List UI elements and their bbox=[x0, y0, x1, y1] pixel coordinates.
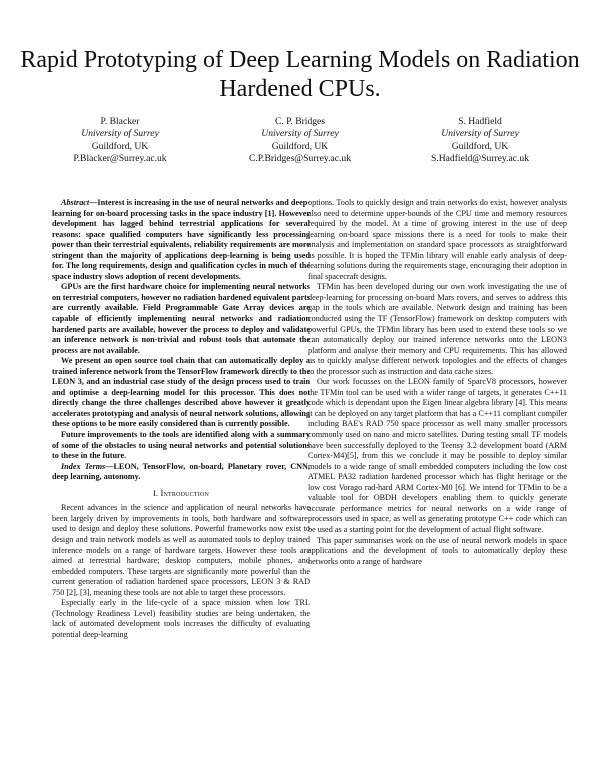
author-email: C.P.Bridges@Surrey.ac.uk bbox=[248, 152, 351, 164]
body-paragraph: Recent advances in the science and application of neural networks have been largely driven by improvements in tools, both hardware and software, used to design and deploy these solutions. Powerful frameworks now exist to design and train network models as well as automated tools to deploy trained inference models on a range of hardware targets. However these tools are aimed at terrestrial hardware; desktop computers, mobile phones, and embedded computers. These targets are significantly more powerful than the current generation of radiation hardened space processors, LEON 3 & RAD 750 [2], [3], meaning these tools are not able to target these processors. bbox=[52, 503, 310, 597]
section-title: Introduction bbox=[160, 488, 210, 498]
right-column bbox=[308, 198, 567, 567]
body-paragraph: Especially early in the life-cycle of a space mission when low TRL (Technology Readiness Level) feasibility studies are being undertaken, the lack of automated development tools increases the difficulty of evaluating potential deep-learning bbox=[52, 598, 310, 639]
author-affiliation: University of Surrey bbox=[81, 128, 159, 140]
author-name: S. Hadfield bbox=[458, 116, 502, 127]
author-1 bbox=[30, 116, 210, 165]
abstract-paragraph bbox=[52, 198, 310, 282]
body-paragraph: TFMin has been developed during our own work investigating the use of deep-learning for processing on-board Mars rovers, and serves to address this gap in the tools which are available. Network design and training has been conducted using the TF (TensorFlow) framework on desktop computers with powerful GPUs, the TFMin library has been used to extend these tools so we can automatically deploy our trained inference networks onto the LEON3 platform and analyse their memory and CPU requirements. This has allowed us to quickly analyse different network topologies and the effects of changes to the processor such as instruction and data cache sizes. bbox=[308, 282, 567, 376]
paper-title: Rapid Prototyping of Deep Learning Models on Radiation Hardened CPUs. bbox=[20, 47, 580, 102]
abstract-paragraph: Future improvements to the tools are identified along with a summary of some of the obstacles to using neural networks and potential solutions to these in the future. bbox=[52, 430, 310, 461]
index-terms bbox=[52, 462, 310, 483]
index-terms-lead: Index Terms— bbox=[61, 461, 114, 471]
author-3 bbox=[390, 116, 570, 165]
section-heading bbox=[52, 489, 310, 500]
author-affiliation: University of Surrey bbox=[261, 128, 339, 140]
author-email: P.Blacker@Surrey.ac.uk bbox=[73, 152, 167, 164]
author-location: Guildford, UK bbox=[271, 140, 329, 152]
author-affiliation: University of Surrey bbox=[441, 128, 519, 140]
body-paragraph: Our work focusses on the LEON family of SparcV8 processors, however the TFMin tool can be used with a wider range of targets, it generates C++11 code which is dependant upon the Eigen linear algebra library [4]. This means it can be deployed on any target platform that has a C++11 compliant compiler including BAE's RAD 750 space processor as well many smaller processors commonly used on nano and micro satellites. During testing small TF models have been successfully deployed to the Teensy 3.2 development board (ARM Cortex-M4)[5], from this we conclude it may be possible to deploy similar models to a wide range of small embedded computers including the low cost ATMEL PA32 radiation hardened processor which has flight heritage or the low cost Vorago rad-hard ARM Cortex-M0 [6]. We intend for TFMin to be a valuable tool for OBDH developers enabling them to quickly generate accurate performance metrics for neural networks on a wide range of processors used in space, as well as generating prototype C++ code which can be used as a starting point for the development of actual flight software. bbox=[308, 377, 567, 534]
body-paragraph: options. Tools to quickly design and train networks do exist, however analysts also need to determine upper-bounds of the CPU time and memory resources required by the model. At a time of growing interest in the use of deep learning on-board space missions there is a need for tools to make their analysis and implementation on standard space processors as straightforward as possible. It is hoped the TFMin library will enable early analysis of deep-learning solutions during the requirements stage, encouraging their adoption in final spacecraft designs. bbox=[308, 198, 567, 281]
abstract-paragraph: We present an open source tool chain that can automatically deploy a trained inference network from the TensorFlow framework directly to the LEON 3, and an industrial case study of the design process used to train and optimise a deep-learning model for this processor. This does not directly change the three challenges described above however it greatly accelerates prototyping and analysis of neural network solutions, allowing these options to be more easily considered than is currently possible. bbox=[52, 356, 310, 429]
body-paragraph: This paper summarises work on the use of neural network models in space applications and the development of tools to automatically deploy these networks onto a range of hardware bbox=[308, 535, 567, 566]
index-terms-text: LEON, TensorFlow, on-board, Planetary rover, CNN, deep learning, autonomy. bbox=[52, 461, 311, 482]
author-name: P. Blacker bbox=[100, 116, 140, 127]
author-email: S.Hadfield@Surrey.ac.uk bbox=[431, 152, 529, 164]
abstract bbox=[52, 198, 310, 462]
abstract-text: Interest is increasing in the use of neural networks and deep-learning for on-board processing tasks in the space industry [1]. However development has lagged behind terrestrial applications for several reasons: space qualified computers have significantly less processing power than their terrestrial equivalents, reliability requirements are more stringent than the majority of applications deep-learning is being used for. The long requirements, design and qualification cycles in much of the space industry slows adoption of recent developments. bbox=[52, 198, 310, 281]
author-location: Guildford, UK bbox=[91, 140, 149, 152]
author-location: Guildford, UK bbox=[451, 140, 509, 152]
author-name: C. P. Bridges bbox=[274, 116, 326, 127]
abstract-lead: Abstract— bbox=[61, 198, 98, 207]
author-2 bbox=[210, 116, 390, 165]
left-column bbox=[52, 198, 310, 640]
author-block bbox=[30, 116, 570, 165]
abstract-paragraph: GPUs are the first hardware choice for implementing neural networks on terrestrial computers, however no radiation hardened equivalent parts are currently available. Field Programmable Gate Array devices are capable of efficiently implementing neural networks and radiation hardened parts are available, however the process to deploy and validate an inference network is non-trivial and robust tools that automate the process are not available. bbox=[52, 282, 310, 355]
section-numeral: I. bbox=[152, 488, 159, 498]
